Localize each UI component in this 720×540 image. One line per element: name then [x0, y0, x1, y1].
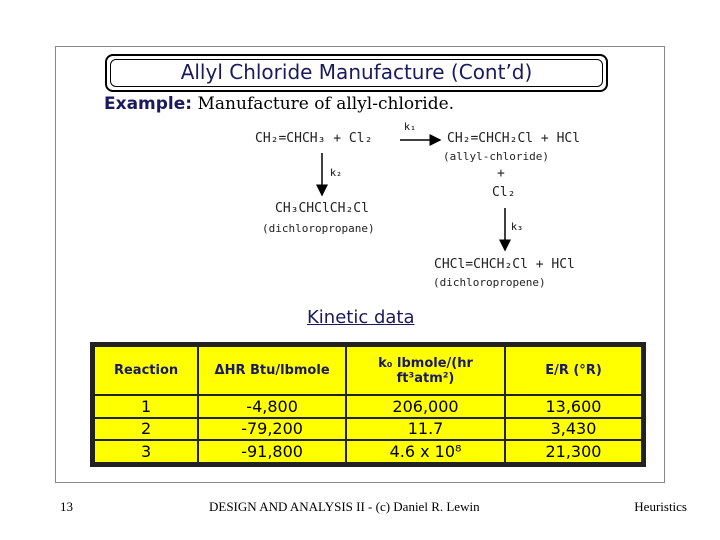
cell-dhr: -79,200: [198, 418, 346, 441]
cell-er: 13,600: [505, 395, 642, 418]
dichloropropene-name: (dichloropropene): [433, 276, 546, 289]
cl2-reagent: Cl₂: [492, 185, 516, 200]
table-row: [94, 395, 642, 418]
k1-label: k₁: [404, 122, 417, 133]
cell-reaction: 2: [94, 418, 198, 441]
header-reaction: Reaction: [94, 346, 198, 395]
kinetic-data-title: Kinetic data: [307, 307, 415, 328]
reaction1-products: CH₂=CHCH₂Cl + HCl: [447, 131, 581, 146]
header-dhr: ΔHR Btu/lbmole: [198, 346, 346, 395]
table-row: [94, 440, 642, 463]
cell-dhr: -4,800: [198, 395, 346, 418]
cell-er: 3,430: [505, 418, 642, 441]
slide-title: Allyl Chloride Manufacture (Cont’d): [180, 60, 533, 84]
page-number: 13: [60, 499, 73, 514]
header-er: E/R (°R): [505, 346, 642, 395]
cell-reaction: 3: [94, 440, 198, 463]
dichloropropene-formula: CHCl=CHCH₂Cl + HCl: [434, 257, 575, 272]
cell-k0: 11.7: [346, 418, 505, 441]
footer-center: DESIGN AND ANALYSIS II - (c) Daniel R. Lewin: [209, 499, 480, 514]
example-label: Example:: [104, 94, 193, 114]
dichloropropane-formula: CH₃CHClCH₂Cl: [275, 201, 369, 216]
cell-k0: 206,000: [346, 395, 505, 418]
reaction1-reactants: CH₂=CHCH₃ + Cl₂: [255, 131, 373, 146]
cell-er: 21,300: [505, 440, 642, 463]
plus-sign: +: [497, 166, 505, 181]
dichloropropane-name: (dichloropropane): [262, 222, 375, 235]
example-text: Manufacture of allyl-chloride.: [197, 94, 455, 114]
header-k0: k₀ lbmole/(hr ft³atm²): [346, 346, 505, 395]
footer-right: Heuristics: [634, 499, 687, 514]
table-row: [94, 418, 642, 441]
k2-label: k₂: [330, 168, 343, 179]
allyl-chloride-name: (allyl-chloride): [443, 150, 549, 163]
table-header-row: [94, 346, 642, 395]
kinetic-table: [90, 342, 646, 467]
cell-dhr: -91,800: [198, 440, 346, 463]
cell-k0: 4.6 x 10⁸: [346, 440, 505, 463]
k3-label: k₃: [511, 222, 524, 233]
cell-reaction: 1: [94, 395, 198, 418]
